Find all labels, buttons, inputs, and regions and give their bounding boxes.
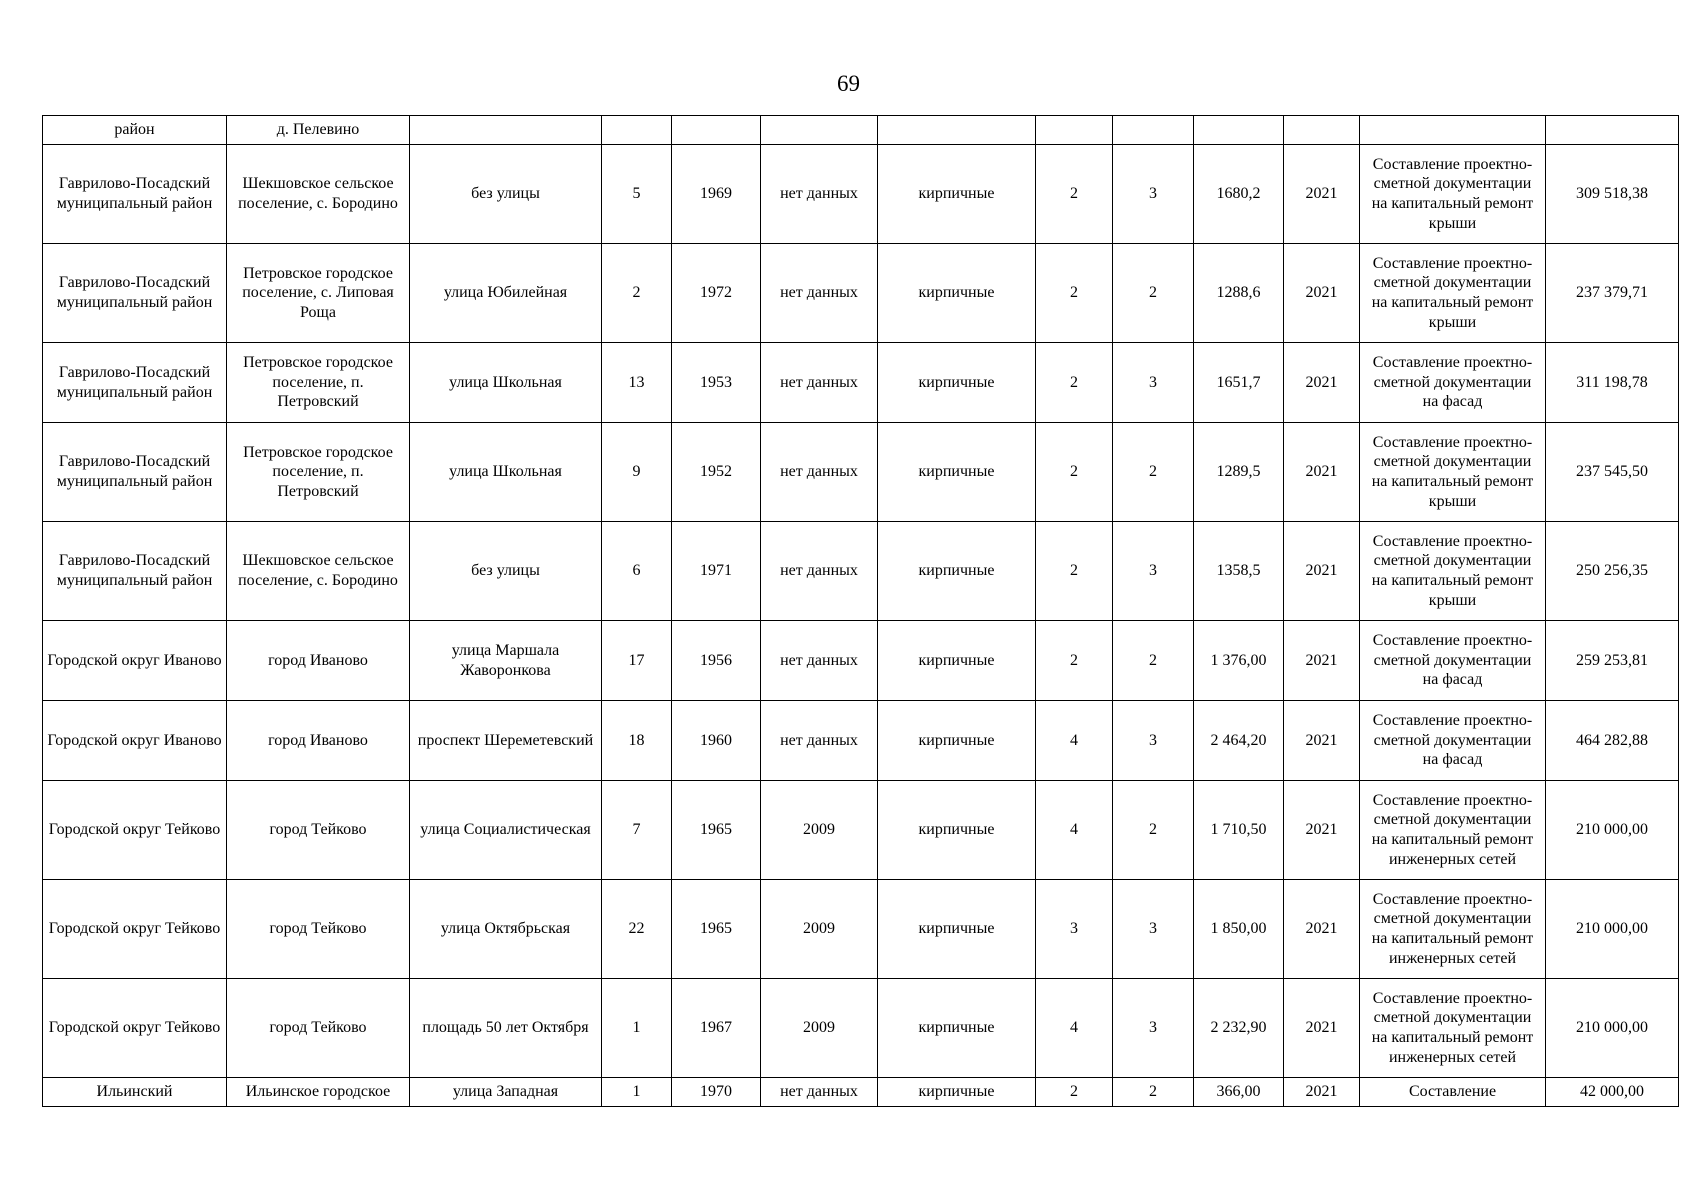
area-cell: 1651,7	[1194, 343, 1284, 423]
work-type-cell: Составление проектно-сметной документации на фасад	[1360, 701, 1546, 781]
entrances-cell: 3	[1113, 880, 1194, 979]
cost-cell: 311 198,78	[1546, 343, 1679, 423]
wall-material-cell: кирпичные	[878, 522, 1036, 621]
renovation-year-cell: 2009	[761, 979, 878, 1078]
entrances-cell: 2	[1113, 1078, 1194, 1107]
settlement-cell: город Тейково	[227, 979, 410, 1078]
wall-material-cell: кирпичные	[878, 979, 1036, 1078]
renovation-year-cell: нет данных	[761, 343, 878, 423]
municipality-cell: район	[43, 116, 227, 145]
house-number-cell: 6	[602, 522, 672, 621]
street-cell: площадь 50 лет Октября	[410, 979, 602, 1078]
renovation-year-cell: нет данных	[761, 145, 878, 244]
settlement-cell: город Тейково	[227, 880, 410, 979]
table-row	[43, 701, 1679, 781]
settlement-cell: город Тейково	[227, 781, 410, 880]
wall-material-cell: кирпичные	[878, 701, 1036, 781]
wall-material-cell: кирпичные	[878, 145, 1036, 244]
table-row	[43, 522, 1679, 621]
work-type-cell	[1360, 116, 1546, 145]
renovation-year-cell: 2009	[761, 880, 878, 979]
table-row	[43, 1078, 1679, 1107]
house-number-cell	[602, 116, 672, 145]
build-year-cell: 1965	[672, 781, 761, 880]
table-row	[43, 244, 1679, 343]
cost-cell: 210 000,00	[1546, 781, 1679, 880]
wall-material-cell	[878, 116, 1036, 145]
settlement-cell: Шекшовское сельское поселение, с. Бородино	[227, 522, 410, 621]
wall-material-cell: кирпичные	[878, 423, 1036, 522]
cost-cell: 259 253,81	[1546, 621, 1679, 701]
municipality-cell: Городской округ Иваново	[43, 621, 227, 701]
plan-year-cell: 2021	[1284, 880, 1360, 979]
municipality-cell: Городской округ Тейково	[43, 781, 227, 880]
table-body	[43, 116, 1679, 1107]
plan-year-cell: 2021	[1284, 701, 1360, 781]
build-year-cell	[672, 116, 761, 145]
page-number: 69	[837, 71, 860, 96]
cost-cell: 237 545,50	[1546, 423, 1679, 522]
renovation-year-cell: нет данных	[761, 244, 878, 343]
area-cell	[1194, 116, 1284, 145]
house-number-cell: 7	[602, 781, 672, 880]
street-cell: улица Западная	[410, 1078, 602, 1107]
house-number-cell: 22	[602, 880, 672, 979]
plan-year-cell: 2021	[1284, 621, 1360, 701]
street-cell: без улицы	[410, 522, 602, 621]
table-row	[43, 781, 1679, 880]
cost-cell: 210 000,00	[1546, 880, 1679, 979]
renovation-year-cell: нет данных	[761, 522, 878, 621]
plan-year-cell: 2021	[1284, 1078, 1360, 1107]
cost-cell: 237 379,71	[1546, 244, 1679, 343]
settlement-cell: город Иваново	[227, 701, 410, 781]
floors-cell: 4	[1036, 781, 1113, 880]
plan-year-cell	[1284, 116, 1360, 145]
renovation-year-cell: нет данных	[761, 621, 878, 701]
cost-cell: 210 000,00	[1546, 979, 1679, 1078]
cost-cell: 464 282,88	[1546, 701, 1679, 781]
settlement-cell: д. Пелевино	[227, 116, 410, 145]
area-cell: 366,00	[1194, 1078, 1284, 1107]
entrances-cell: 2	[1113, 423, 1194, 522]
renovation-year-cell	[761, 116, 878, 145]
wall-material-cell: кирпичные	[878, 244, 1036, 343]
renovation-year-cell: нет данных	[761, 1078, 878, 1107]
floors-cell: 2	[1036, 522, 1113, 621]
plan-year-cell: 2021	[1284, 522, 1360, 621]
wall-material-cell: кирпичные	[878, 880, 1036, 979]
street-cell: улица Школьная	[410, 423, 602, 522]
municipality-cell: Городской округ Тейково	[43, 880, 227, 979]
street-cell	[410, 116, 602, 145]
settlement-cell: Петровское городское поселение, п. Петровский	[227, 423, 410, 522]
floors-cell: 2	[1036, 423, 1113, 522]
area-cell: 1 850,00	[1194, 880, 1284, 979]
build-year-cell: 1967	[672, 979, 761, 1078]
area-cell: 1358,5	[1194, 522, 1284, 621]
house-number-cell: 1	[602, 1078, 672, 1107]
entrances-cell: 3	[1113, 343, 1194, 423]
table-row	[43, 343, 1679, 423]
municipality-cell: Ильинский	[43, 1078, 227, 1107]
house-number-cell: 9	[602, 423, 672, 522]
build-year-cell: 1952	[672, 423, 761, 522]
house-number-cell: 13	[602, 343, 672, 423]
floors-cell: 2	[1036, 343, 1113, 423]
renovation-year-cell: нет данных	[761, 701, 878, 781]
floors-cell: 4	[1036, 701, 1113, 781]
plan-year-cell: 2021	[1284, 423, 1360, 522]
municipality-cell: Гаврилово-Посадский муниципальный район	[43, 145, 227, 244]
work-type-cell: Составление	[1360, 1078, 1546, 1107]
floors-cell: 2	[1036, 145, 1113, 244]
cost-cell: 250 256,35	[1546, 522, 1679, 621]
wall-material-cell: кирпичные	[878, 621, 1036, 701]
settlement-cell: Петровское городское поселение, п. Петровский	[227, 343, 410, 423]
floors-cell: 2	[1036, 1078, 1113, 1107]
plan-year-cell: 2021	[1284, 979, 1360, 1078]
build-year-cell: 1960	[672, 701, 761, 781]
street-cell: улица Социалистическая	[410, 781, 602, 880]
entrances-cell: 3	[1113, 979, 1194, 1078]
area-cell: 2 232,90	[1194, 979, 1284, 1078]
municipality-cell: Гаврилово-Посадский муниципальный район	[43, 522, 227, 621]
settlement-cell: Шекшовское сельское поселение, с. Бородино	[227, 145, 410, 244]
municipality-cell: Городской округ Иваново	[43, 701, 227, 781]
house-number-cell: 1	[602, 979, 672, 1078]
table-row	[43, 979, 1679, 1078]
work-type-cell: Составление проектно-сметной документации на капитальный ремонт инженерных сетей	[1360, 781, 1546, 880]
entrances-cell: 3	[1113, 145, 1194, 244]
house-number-cell: 2	[602, 244, 672, 343]
plan-year-cell: 2021	[1284, 781, 1360, 880]
work-type-cell: Составление проектно-сметной документации на капитальный ремонт инженерных сетей	[1360, 880, 1546, 979]
municipality-cell: Гаврилово-Посадский муниципальный район	[43, 343, 227, 423]
street-cell: улица Юбилейная	[410, 244, 602, 343]
work-type-cell: Составление проектно-сметной документации на фасад	[1360, 343, 1546, 423]
wall-material-cell: кирпичные	[878, 1078, 1036, 1107]
build-year-cell: 1970	[672, 1078, 761, 1107]
build-year-cell: 1953	[672, 343, 761, 423]
build-year-cell: 1972	[672, 244, 761, 343]
table-row	[43, 145, 1679, 244]
cost-cell	[1546, 116, 1679, 145]
floors-cell	[1036, 116, 1113, 145]
entrances-cell: 2	[1113, 781, 1194, 880]
house-number-cell: 5	[602, 145, 672, 244]
build-year-cell: 1971	[672, 522, 761, 621]
work-type-cell: Составление проектно-сметной документации на капитальный ремонт инженерных сетей	[1360, 979, 1546, 1078]
work-type-cell: Составление проектно-сметной документации на капитальный ремонт крыши	[1360, 145, 1546, 244]
settlement-cell: Ильинское городское	[227, 1078, 410, 1107]
area-cell: 2 464,20	[1194, 701, 1284, 781]
work-type-cell: Составление проектно-сметной документации на капитальный ремонт крыши	[1360, 244, 1546, 343]
street-cell: улица Маршала Жаворонкова	[410, 621, 602, 701]
floors-cell: 2	[1036, 244, 1113, 343]
build-year-cell: 1956	[672, 621, 761, 701]
cost-cell: 42 000,00	[1546, 1078, 1679, 1107]
area-cell: 1680,2	[1194, 145, 1284, 244]
renovation-year-cell: нет данных	[761, 423, 878, 522]
area-cell: 1 710,50	[1194, 781, 1284, 880]
build-year-cell: 1969	[672, 145, 761, 244]
table-row	[43, 116, 1679, 145]
settlement-cell: город Иваново	[227, 621, 410, 701]
work-type-cell: Составление проектно-сметной документации на фасад	[1360, 621, 1546, 701]
table-row	[43, 880, 1679, 979]
renovation-year-cell: 2009	[761, 781, 878, 880]
municipality-cell: Гаврилово-Посадский муниципальный район	[43, 423, 227, 522]
entrances-cell	[1113, 116, 1194, 145]
cost-cell: 309 518,38	[1546, 145, 1679, 244]
floors-cell: 4	[1036, 979, 1113, 1078]
table-row	[43, 423, 1679, 522]
area-cell: 1288,6	[1194, 244, 1284, 343]
municipality-cell: Гаврилово-Посадский муниципальный район	[43, 244, 227, 343]
work-type-cell: Составление проектно-сметной документации на капитальный ремонт крыши	[1360, 522, 1546, 621]
work-type-cell: Составление проектно-сметной документации на капитальный ремонт крыши	[1360, 423, 1546, 522]
area-cell: 1289,5	[1194, 423, 1284, 522]
build-year-cell: 1965	[672, 880, 761, 979]
wall-material-cell: кирпичные	[878, 781, 1036, 880]
street-cell: улица Октябрьская	[410, 880, 602, 979]
settlement-cell: Петровское городское поселение, с. Липовая Роща	[227, 244, 410, 343]
street-cell: улица Школьная	[410, 343, 602, 423]
street-cell: проспект Шереметевский	[410, 701, 602, 781]
plan-year-cell: 2021	[1284, 244, 1360, 343]
entrances-cell: 2	[1113, 244, 1194, 343]
area-cell: 1 376,00	[1194, 621, 1284, 701]
buildings-table	[42, 115, 1679, 1107]
floors-cell: 3	[1036, 880, 1113, 979]
house-number-cell: 18	[602, 701, 672, 781]
entrances-cell: 2	[1113, 621, 1194, 701]
entrances-cell: 3	[1113, 522, 1194, 621]
plan-year-cell: 2021	[1284, 145, 1360, 244]
street-cell: без улицы	[410, 145, 602, 244]
house-number-cell: 17	[602, 621, 672, 701]
plan-year-cell: 2021	[1284, 343, 1360, 423]
floors-cell: 2	[1036, 621, 1113, 701]
wall-material-cell: кирпичные	[878, 343, 1036, 423]
municipality-cell: Городской округ Тейково	[43, 979, 227, 1078]
table-row	[43, 621, 1679, 701]
entrances-cell: 3	[1113, 701, 1194, 781]
